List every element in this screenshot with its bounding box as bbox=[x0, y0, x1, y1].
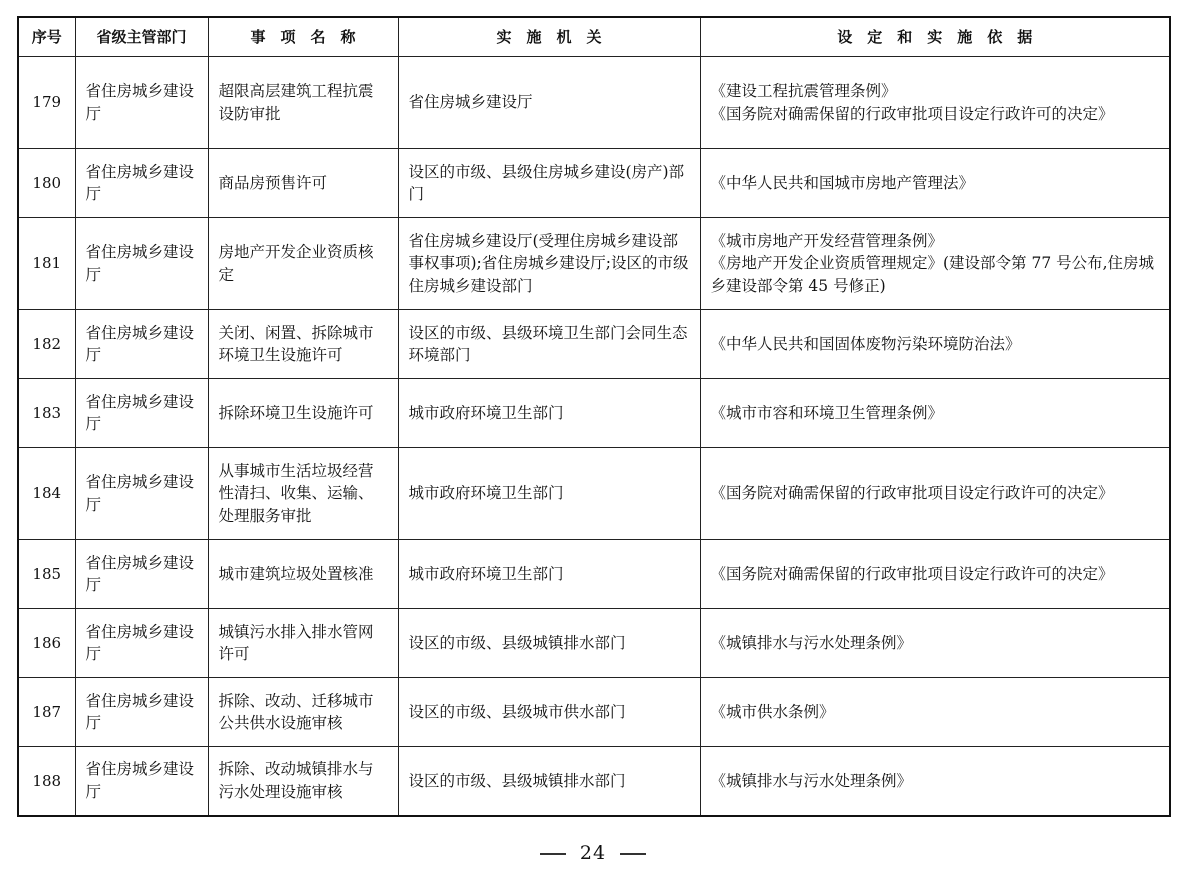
cell-serial: 183 bbox=[18, 379, 75, 448]
table-row bbox=[18, 678, 1170, 747]
table-row bbox=[18, 57, 1170, 149]
cell-basis bbox=[700, 747, 1170, 816]
cell-basis bbox=[700, 678, 1170, 747]
cell-serial: 187 bbox=[18, 678, 75, 747]
basis-line: 《国务院对确需保留的行政审批项目设定行政许可的决定》 bbox=[710, 564, 1114, 583]
cell-item-name: 从事城市生活垃圾经营性清扫、收集、运输、处理服务审批 bbox=[208, 448, 398, 540]
header-serial: 序号 bbox=[18, 17, 75, 57]
table-row bbox=[18, 310, 1170, 379]
cell-agency: 省住房城乡建设厅 bbox=[398, 57, 700, 149]
cell-basis bbox=[700, 310, 1170, 379]
cell-item-name: 拆除环境卫生设施许可 bbox=[208, 379, 398, 448]
page-number: 24 bbox=[579, 842, 607, 864]
cell-agency: 城市政府环境卫生部门 bbox=[398, 448, 700, 540]
cell-item-name: 拆除、改动、迁移城市公共供水设施审核 bbox=[208, 678, 398, 747]
cell-agency: 设区的市级、县级住房城乡建设(房产)部门 bbox=[398, 149, 700, 218]
basis-line: 《城市市容和环境卫生管理条例》 bbox=[710, 403, 944, 422]
cell-department: 省住房城乡建设厅 bbox=[75, 540, 208, 609]
cell-department: 省住房城乡建设厅 bbox=[75, 609, 208, 678]
cell-serial: 188 bbox=[18, 747, 75, 816]
basis-line: 《国务院对确需保留的行政审批项目设定行政许可的决定》 bbox=[710, 484, 1114, 503]
basis-line: 《中华人民共和国城市房地产管理法》 bbox=[710, 173, 975, 192]
cell-serial: 185 bbox=[18, 540, 75, 609]
cell-basis bbox=[700, 379, 1170, 448]
header-item-name: 事 项 名 称 bbox=[208, 17, 398, 57]
cell-basis bbox=[700, 609, 1170, 678]
cell-department: 省住房城乡建设厅 bbox=[75, 747, 208, 816]
cell-serial: 180 bbox=[18, 149, 75, 218]
header-department: 省级主管部门 bbox=[75, 17, 208, 57]
cell-basis bbox=[700, 57, 1170, 149]
cell-department: 省住房城乡建设厅 bbox=[75, 149, 208, 218]
page-footer bbox=[0, 842, 1186, 864]
basis-line: 《城镇排水与污水处理条例》 bbox=[710, 771, 913, 790]
approval-items-table bbox=[17, 16, 1171, 817]
cell-department: 省住房城乡建设厅 bbox=[75, 310, 208, 379]
basis-line: 《建设工程抗震管理条例》 bbox=[710, 82, 897, 100]
table-row bbox=[18, 379, 1170, 448]
cell-serial: 182 bbox=[18, 310, 75, 379]
cell-serial: 181 bbox=[18, 218, 75, 310]
cell-department: 省住房城乡建设厅 bbox=[75, 218, 208, 310]
cell-basis bbox=[700, 448, 1170, 540]
approval-items-table-wrap bbox=[17, 16, 1169, 817]
cell-item-name: 关闭、闲置、拆除城市环境卫生设施许可 bbox=[208, 310, 398, 379]
basis-line: 《城市供水条例》 bbox=[710, 702, 835, 721]
table-row bbox=[18, 747, 1170, 816]
cell-item-name: 拆除、改动城镇排水与污水处理设施审核 bbox=[208, 747, 398, 816]
footer-dash-right bbox=[620, 853, 646, 855]
cell-basis bbox=[700, 540, 1170, 609]
cell-agency: 设区的市级、县级环境卫生部门会同生态环境部门 bbox=[398, 310, 700, 379]
cell-agency: 设区的市级、县级城镇排水部门 bbox=[398, 747, 700, 816]
table-header bbox=[18, 17, 1170, 57]
cell-basis bbox=[700, 149, 1170, 218]
cell-department: 省住房城乡建设厅 bbox=[75, 57, 208, 149]
basis-line: 《城市房地产开发经营管理条例》 bbox=[710, 231, 944, 250]
cell-department: 省住房城乡建设厅 bbox=[75, 379, 208, 448]
cell-department: 省住房城乡建设厅 bbox=[75, 678, 208, 747]
table-body bbox=[18, 57, 1170, 816]
cell-department: 省住房城乡建设厅 bbox=[75, 448, 208, 540]
cell-agency: 省住房城乡建设厅(受理住房城乡建设部事权事项);省住房城乡建设厅;设区的市级住房城乡建设部门 bbox=[398, 218, 700, 310]
header-row bbox=[18, 17, 1170, 57]
table-row bbox=[18, 218, 1170, 310]
cell-item-name: 城镇污水排入排水管网许可 bbox=[208, 609, 398, 678]
table-row bbox=[18, 448, 1170, 540]
basis-line: 《中华人民共和国固体废物污染环境防治法》 bbox=[710, 334, 1021, 353]
table-row bbox=[18, 609, 1170, 678]
table-row bbox=[18, 149, 1170, 218]
cell-agency: 设区的市级、县级城市供水部门 bbox=[398, 678, 700, 747]
basis-line: 《房地产开发企业资质管理规定》(建设部令第 77 号公布,住房城乡建设部令第 45 号修正) bbox=[710, 254, 1155, 295]
footer-dash-left bbox=[540, 853, 566, 855]
cell-agency: 城市政府环境卫生部门 bbox=[398, 540, 700, 609]
cell-serial: 186 bbox=[18, 609, 75, 678]
cell-item-name: 城市建筑垃圾处置核准 bbox=[208, 540, 398, 609]
basis-line: 《城镇排水与污水处理条例》 bbox=[710, 633, 913, 652]
cell-agency: 城市政府环境卫生部门 bbox=[398, 379, 700, 448]
header-agency: 实 施 机 关 bbox=[398, 17, 700, 57]
cell-item-name: 商品房预售许可 bbox=[208, 149, 398, 218]
table-row bbox=[18, 540, 1170, 609]
cell-item-name: 超限高层建筑工程抗震设防审批 bbox=[208, 57, 398, 149]
cell-serial: 179 bbox=[18, 57, 75, 149]
cell-basis bbox=[700, 218, 1170, 310]
header-basis: 设 定 和 实 施 依 据 bbox=[700, 17, 1170, 57]
cell-agency: 设区的市级、县级城镇排水部门 bbox=[398, 609, 700, 678]
cell-serial: 184 bbox=[18, 448, 75, 540]
basis-line: 《国务院对确需保留的行政审批项目设定行政许可的决定》 bbox=[710, 104, 1114, 123]
cell-item-name: 房地产开发企业资质核定 bbox=[208, 218, 398, 310]
